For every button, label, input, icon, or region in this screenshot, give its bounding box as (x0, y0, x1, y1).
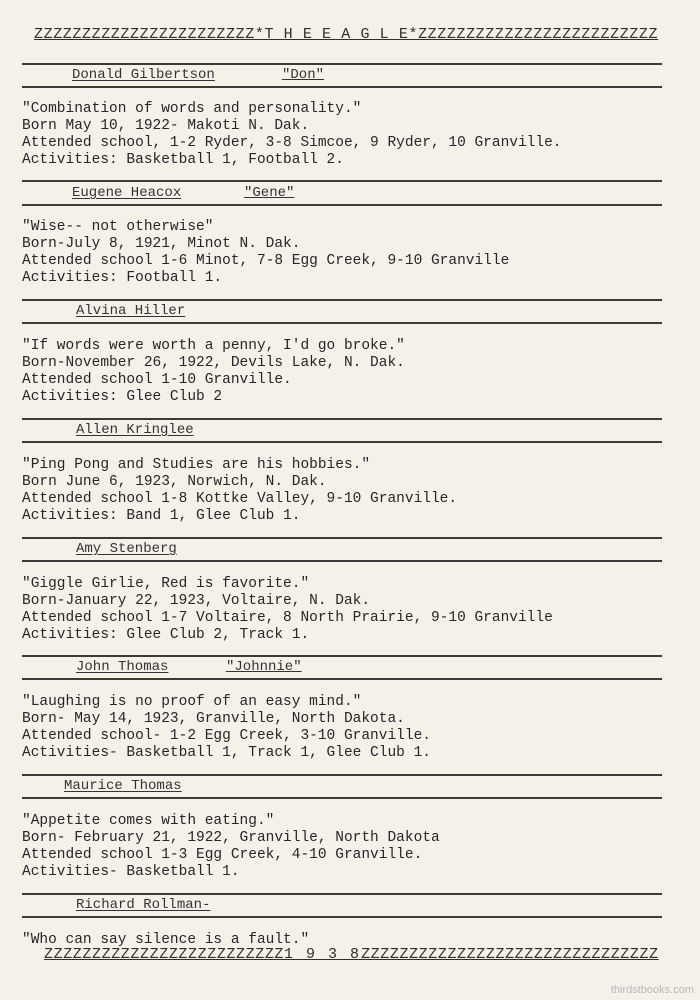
divider (22, 86, 662, 88)
student-quote: "Laughing is no proof of an easy mind." (22, 694, 362, 710)
student-quote: "If words were worth a penny, I'd go broke." (22, 338, 405, 354)
divider (22, 655, 662, 657)
divider (22, 299, 662, 301)
student-activities: Activities- Basketball 1, Track 1, Glee Club 1. (22, 745, 431, 761)
footer-z-right: ZZZZZZZZZZZZZZZZZZZZZZZZZZZZZZZ (361, 946, 659, 963)
divider (22, 441, 662, 443)
student-name: John Thomas (76, 659, 169, 675)
student-school: Attended school 1-6 Minot, 7-8 Egg Creek, 9-10 Granville (22, 253, 510, 269)
student-nickname: "Don" (282, 67, 325, 83)
student-born: Born-July 8, 1921, Minot N. Dak. (22, 236, 301, 252)
student-name: Richard Rollman- (76, 897, 211, 913)
divider (22, 537, 662, 539)
watermark: thirdstbooks.com (610, 984, 694, 996)
header-z-right: ZZZZZZZZZZZZZZZZZZZZZZZZZ (418, 26, 659, 43)
divider (22, 322, 662, 324)
header-z-left: ZZZZZZZZZZZZZZZZZZZZZZZ (34, 26, 255, 43)
student-quote: "Appetite comes with eating." (22, 813, 275, 829)
student-born: Born- February 21, 1922, Granville, North Dakota (22, 830, 440, 846)
header-banner (34, 26, 658, 43)
divider (22, 204, 662, 206)
student-school: Attended school 1-8 Kottke Valley, 9-10 Granville. (22, 491, 458, 507)
divider (22, 180, 662, 182)
student-born: Born-November 26, 1922, Devils Lake, N. Dak. (22, 355, 405, 371)
student-activities: Activities- Basketball 1. (22, 864, 240, 880)
student-school: Attended school, 1-2 Ryder, 3-8 Simcoe, 9 Ryder, 10 Granville. (22, 135, 562, 151)
student-activities: Activities: Football 1. (22, 270, 223, 286)
student-nickname: "Gene" (244, 185, 295, 201)
divider (22, 774, 662, 776)
student-name: Eugene Heacox (72, 185, 182, 201)
divider (22, 63, 662, 65)
divider (22, 797, 662, 799)
student-school: Attended school- 1-2 Egg Creek, 3-10 Granville. (22, 728, 431, 744)
student-name: Amy Stenberg (76, 541, 177, 557)
student-activities: Activities: Glee Club 2 (22, 389, 223, 405)
student-activities: Activities: Basketball 1, Football 2. (22, 152, 344, 168)
footer-z-left: ZZZZZZZZZZZZZZZZZZZZZZZZZ (44, 946, 285, 963)
divider (22, 418, 662, 420)
student-name: Maurice Thomas (64, 778, 182, 794)
student-born: Born June 6, 1923, Norwich, N. Dak. (22, 474, 327, 490)
student-school: Attended school 1-10 Granville. (22, 372, 292, 388)
student-name: Allen Kringlee (76, 422, 194, 438)
student-quote: "Ping Pong and Studies are his hobbies." (22, 457, 371, 473)
student-quote: "Wise-- not otherwise" (22, 219, 214, 235)
student-born: Born May 10, 1922- Makoti N. Dak. (22, 118, 310, 134)
student-activities: Activities: Glee Club 2, Track 1. (22, 627, 310, 643)
student-school: Attended school 1-7 Voltaire, 8 North Prairie, 9-10 Granville (22, 610, 553, 626)
student-born: Born-January 22, 1923, Voltaire, N. Dak. (22, 593, 371, 609)
divider (22, 678, 662, 680)
student-name: Donald Gilbertson (72, 67, 215, 83)
student-school: Attended school 1-3 Egg Creek, 4-10 Granville. (22, 847, 423, 863)
footer-banner (44, 946, 659, 963)
student-quote: "Combination of words and personality." (22, 101, 362, 117)
header-title: *T H E E A G L E* (254, 26, 419, 43)
student-quote: "Giggle Girlie, Red is favorite." (22, 576, 310, 592)
divider (22, 916, 662, 918)
divider (22, 893, 662, 895)
student-born: Born- May 14, 1923, Granville, North Dakota. (22, 711, 405, 727)
student-name: Alvina Hiller (76, 303, 186, 319)
student-nickname: "Johnnie" (226, 659, 302, 675)
student-quote: "Who can say silence is a fault." (22, 932, 310, 948)
student-activities: Activities: Band 1, Glee Club 1. (22, 508, 301, 524)
divider (22, 560, 662, 562)
footer-year: 1 9 3 8 (284, 946, 362, 963)
